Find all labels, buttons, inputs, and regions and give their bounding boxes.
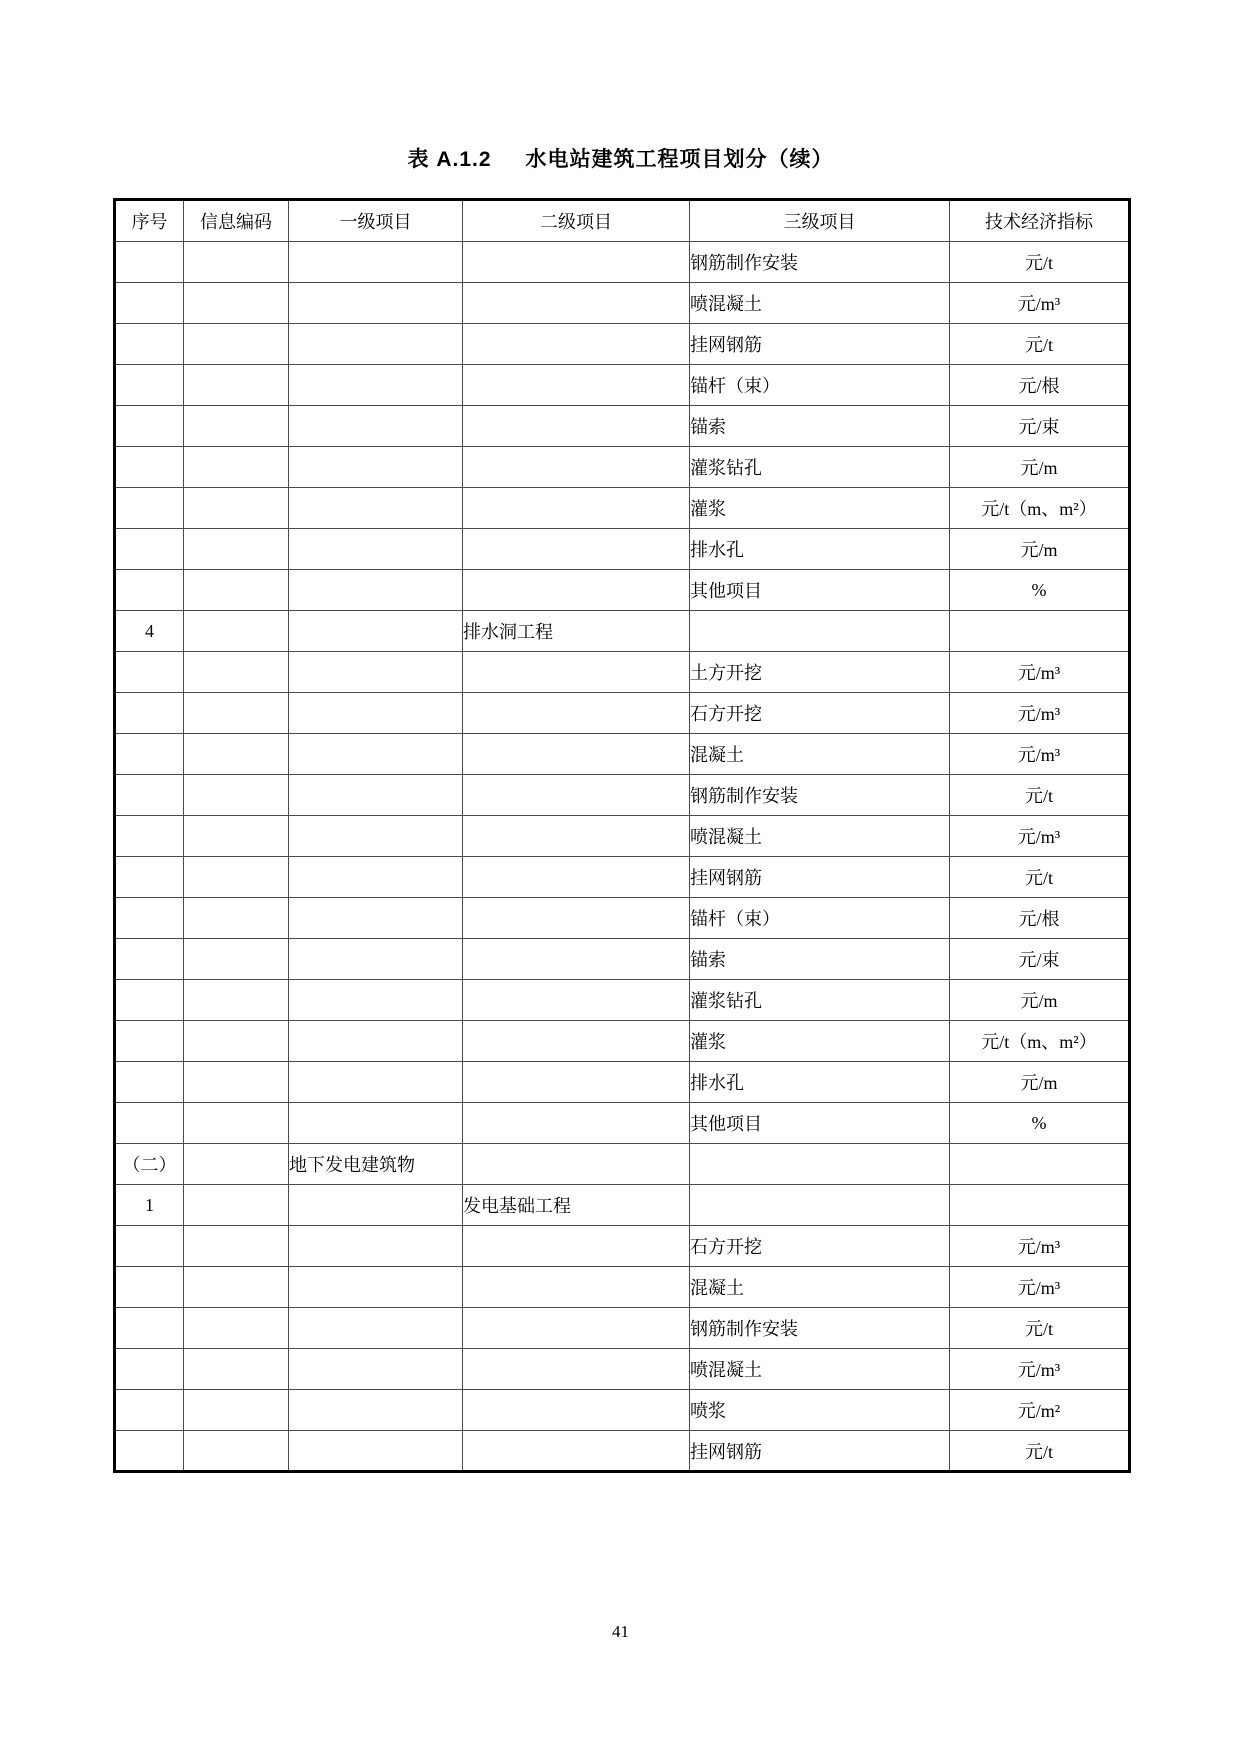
table-cell	[184, 693, 289, 734]
table-cell: 锚杆（束）	[690, 365, 950, 406]
table-cell	[289, 1185, 463, 1226]
table-cell	[289, 447, 463, 488]
table-row	[115, 693, 1130, 734]
table-cell: 钢筋制作安装	[690, 242, 950, 283]
table-cell	[115, 406, 184, 447]
table-cell	[690, 611, 950, 652]
table-number: 表 A.1.2	[407, 148, 492, 171]
table-row	[115, 611, 1130, 652]
table-row	[115, 447, 1130, 488]
table-cell	[289, 1267, 463, 1308]
table-row	[115, 734, 1130, 775]
table-cell	[289, 406, 463, 447]
table-cell: 1	[115, 1185, 184, 1226]
table-cell	[184, 611, 289, 652]
table-cell	[115, 693, 184, 734]
table-cell	[463, 1103, 690, 1144]
table-cell	[184, 775, 289, 816]
table-cell	[463, 1144, 690, 1185]
table-row	[115, 1226, 1130, 1267]
table-cell: 挂网钢筋	[690, 324, 950, 365]
table-cell	[184, 447, 289, 488]
table-cell	[289, 1431, 463, 1472]
table-row	[115, 652, 1130, 693]
table-cell: 灌浆	[690, 1021, 950, 1062]
header-row	[115, 200, 1130, 242]
table-cell	[115, 1021, 184, 1062]
table-cell	[463, 775, 690, 816]
table-cell	[463, 734, 690, 775]
table-cell	[184, 529, 289, 570]
table-cell	[184, 1267, 289, 1308]
table-cell	[289, 570, 463, 611]
table-row	[115, 1185, 1130, 1226]
table-cell: 锚索	[690, 939, 950, 980]
table-row	[115, 1062, 1130, 1103]
table-cell	[115, 1267, 184, 1308]
table-cell	[950, 1144, 1130, 1185]
table-cell	[289, 324, 463, 365]
table-cell: 石方开挖	[690, 693, 950, 734]
table-cell: 锚杆（束）	[690, 898, 950, 939]
table-cell: 元/m³	[950, 1349, 1130, 1390]
table-cell: %	[950, 1103, 1130, 1144]
table-cell: 元/m	[950, 980, 1130, 1021]
table-cell	[690, 1144, 950, 1185]
table-cell	[184, 1349, 289, 1390]
table-row	[115, 1103, 1130, 1144]
table-cell	[184, 283, 289, 324]
table-cell: 混凝土	[690, 734, 950, 775]
table-cell	[463, 529, 690, 570]
table-cell	[289, 283, 463, 324]
table-cell: 元/t	[950, 324, 1130, 365]
table-cell	[463, 693, 690, 734]
table-cell: 灌浆钻孔	[690, 447, 950, 488]
table-cell	[289, 652, 463, 693]
table-cell	[184, 324, 289, 365]
table-row	[115, 1144, 1130, 1185]
column-header: 二级项目	[463, 200, 690, 242]
table-cell	[463, 980, 690, 1021]
table-cell	[950, 1185, 1130, 1226]
table-cell	[115, 652, 184, 693]
table-cell	[289, 1390, 463, 1431]
table-cell	[463, 1431, 690, 1472]
table-cell	[184, 898, 289, 939]
table-cell	[115, 1390, 184, 1431]
table-cell	[289, 693, 463, 734]
table-cell	[115, 775, 184, 816]
table-cell	[184, 242, 289, 283]
table-row	[115, 406, 1130, 447]
table-cell: 元/根	[950, 898, 1130, 939]
table-cell	[184, 1308, 289, 1349]
table-cell	[115, 529, 184, 570]
table-cell	[184, 406, 289, 447]
table-cell: %	[950, 570, 1130, 611]
table-cell: 石方开挖	[690, 1226, 950, 1267]
table-cell	[184, 1021, 289, 1062]
table-row	[115, 1308, 1130, 1349]
table-cell	[463, 652, 690, 693]
table-cell: 钢筋制作安装	[690, 1308, 950, 1349]
table-row	[115, 488, 1130, 529]
table-cell: 灌浆	[690, 488, 950, 529]
table-cell	[463, 1390, 690, 1431]
table-cell	[115, 898, 184, 939]
table-cell	[289, 1062, 463, 1103]
table-cell	[115, 1349, 184, 1390]
table-cell: 发电基础工程	[463, 1185, 690, 1226]
table-cell: 元/束	[950, 939, 1130, 980]
table-cell: 喷混凝土	[690, 816, 950, 857]
column-header: 一级项目	[289, 200, 463, 242]
table-cell	[115, 1103, 184, 1144]
table-cell: 混凝土	[690, 1267, 950, 1308]
table-cell: 元/m³	[950, 816, 1130, 857]
table-cell	[463, 283, 690, 324]
table-title-text: 水电站建筑工程项目划分（续）	[525, 148, 834, 171]
table-cell: 挂网钢筋	[690, 857, 950, 898]
table-cell	[115, 488, 184, 529]
table-cell: 元/t（m、m²）	[950, 1021, 1130, 1062]
table-cell	[289, 1226, 463, 1267]
table-cell	[184, 1144, 289, 1185]
table-cell	[115, 734, 184, 775]
table-cell	[463, 324, 690, 365]
table-cell: 元/t（m、m²）	[950, 488, 1130, 529]
table-cell	[289, 1349, 463, 1390]
column-header: 信息编码	[184, 200, 289, 242]
table-cell	[463, 1349, 690, 1390]
table-row	[115, 365, 1130, 406]
table-cell	[289, 816, 463, 857]
table-cell	[463, 1226, 690, 1267]
table-cell: 钢筋制作安装	[690, 775, 950, 816]
table-cell	[690, 1185, 950, 1226]
table-cell: 其他项目	[690, 1103, 950, 1144]
table-cell	[184, 1226, 289, 1267]
table-cell	[184, 816, 289, 857]
table-cell	[289, 1308, 463, 1349]
table-cell	[463, 1308, 690, 1349]
table-cell	[184, 1062, 289, 1103]
table-cell	[184, 1431, 289, 1472]
table-cell: 元/m	[950, 447, 1130, 488]
table-cell: 元/m³	[950, 693, 1130, 734]
table-cell	[463, 1267, 690, 1308]
table-cell	[184, 488, 289, 529]
table-cell	[115, 939, 184, 980]
table-cell: 元/m	[950, 1062, 1130, 1103]
table-cell	[463, 570, 690, 611]
table-cell: 挂网钢筋	[690, 1431, 950, 1472]
table-cell	[115, 570, 184, 611]
table-cell: 元/m³	[950, 652, 1130, 693]
table-row	[115, 857, 1130, 898]
table-cell	[115, 980, 184, 1021]
table-title	[0, 143, 1241, 173]
table-cell	[184, 980, 289, 1021]
table-row	[115, 242, 1130, 283]
table-cell	[289, 939, 463, 980]
table-row	[115, 324, 1130, 365]
table-cell	[463, 242, 690, 283]
table-cell	[463, 447, 690, 488]
table-cell	[463, 488, 690, 529]
table-cell	[463, 857, 690, 898]
table-cell: 元/m³	[950, 1267, 1130, 1308]
table-cell	[463, 939, 690, 980]
table-row	[115, 1021, 1130, 1062]
table-cell	[115, 324, 184, 365]
table-cell: 元/束	[950, 406, 1130, 447]
column-header: 三级项目	[690, 200, 950, 242]
column-header: 技术经济指标	[950, 200, 1130, 242]
table-cell	[463, 365, 690, 406]
table-row	[115, 898, 1130, 939]
table-cell	[184, 365, 289, 406]
table-cell: 元/t	[950, 775, 1130, 816]
table-cell: 排水洞工程	[463, 611, 690, 652]
table-cell: 排水孔	[690, 529, 950, 570]
table-cell: 元/m³	[950, 734, 1130, 775]
table-cell	[289, 980, 463, 1021]
table-body	[115, 242, 1130, 1472]
table-cell: 喷混凝土	[690, 1349, 950, 1390]
table-cell	[289, 857, 463, 898]
table-cell	[463, 406, 690, 447]
table-row	[115, 570, 1130, 611]
table-cell: 土方开挖	[690, 652, 950, 693]
table-cell	[115, 1226, 184, 1267]
page-number: 41	[612, 1622, 629, 1641]
table-cell	[115, 365, 184, 406]
table-cell: 元/m	[950, 529, 1130, 570]
table-cell	[289, 1103, 463, 1144]
table-cell	[463, 816, 690, 857]
table-cell	[115, 857, 184, 898]
table-cell: 喷浆	[690, 1390, 950, 1431]
table-cell	[184, 1390, 289, 1431]
table-cell	[115, 283, 184, 324]
table-cell	[289, 242, 463, 283]
table-cell	[950, 611, 1130, 652]
table-cell: 元/m²	[950, 1390, 1130, 1431]
table-cell	[463, 898, 690, 939]
project-division-table	[113, 198, 1131, 1473]
table-cell: 地下发电建筑物	[289, 1144, 463, 1185]
table-cell	[289, 611, 463, 652]
table-cell	[184, 1185, 289, 1226]
table-cell	[184, 939, 289, 980]
table-cell	[289, 734, 463, 775]
table-cell: 喷混凝土	[690, 283, 950, 324]
table-row	[115, 939, 1130, 980]
table-cell	[184, 857, 289, 898]
table-row	[115, 1267, 1130, 1308]
table-cell: 元/t	[950, 1308, 1130, 1349]
table-cell	[184, 734, 289, 775]
table-cell	[115, 242, 184, 283]
table-cell	[289, 775, 463, 816]
table-cell: 元/根	[950, 365, 1130, 406]
table-cell: 其他项目	[690, 570, 950, 611]
table-row	[115, 816, 1130, 857]
table-cell	[289, 1021, 463, 1062]
table-cell: 元/t	[950, 1431, 1130, 1472]
table-cell	[289, 898, 463, 939]
table-cell	[115, 816, 184, 857]
table-cell: 灌浆钻孔	[690, 980, 950, 1021]
table-cell	[289, 529, 463, 570]
table-row	[115, 1349, 1130, 1390]
table-cell: 元/m³	[950, 1226, 1130, 1267]
table-cell	[184, 1103, 289, 1144]
table-cell	[115, 447, 184, 488]
table-cell	[184, 652, 289, 693]
table-cell	[463, 1021, 690, 1062]
table-cell: 锚索	[690, 406, 950, 447]
table-cell: 元/m³	[950, 283, 1130, 324]
table-cell: 元/t	[950, 242, 1130, 283]
table-cell: 排水孔	[690, 1062, 950, 1103]
table-cell	[184, 570, 289, 611]
table-row	[115, 529, 1130, 570]
table-cell	[289, 488, 463, 529]
table-cell	[289, 365, 463, 406]
table-row	[115, 775, 1130, 816]
table-cell: （二）	[115, 1144, 184, 1185]
table-cell: 4	[115, 611, 184, 652]
column-header: 序号	[115, 200, 184, 242]
table-cell	[115, 1431, 184, 1472]
table-cell	[115, 1308, 184, 1349]
table-row	[115, 1390, 1130, 1431]
table-row	[115, 283, 1130, 324]
table-cell: 元/t	[950, 857, 1130, 898]
table-row	[115, 980, 1130, 1021]
table-cell	[463, 1062, 690, 1103]
table-cell	[115, 1062, 184, 1103]
table-row	[115, 1431, 1130, 1472]
